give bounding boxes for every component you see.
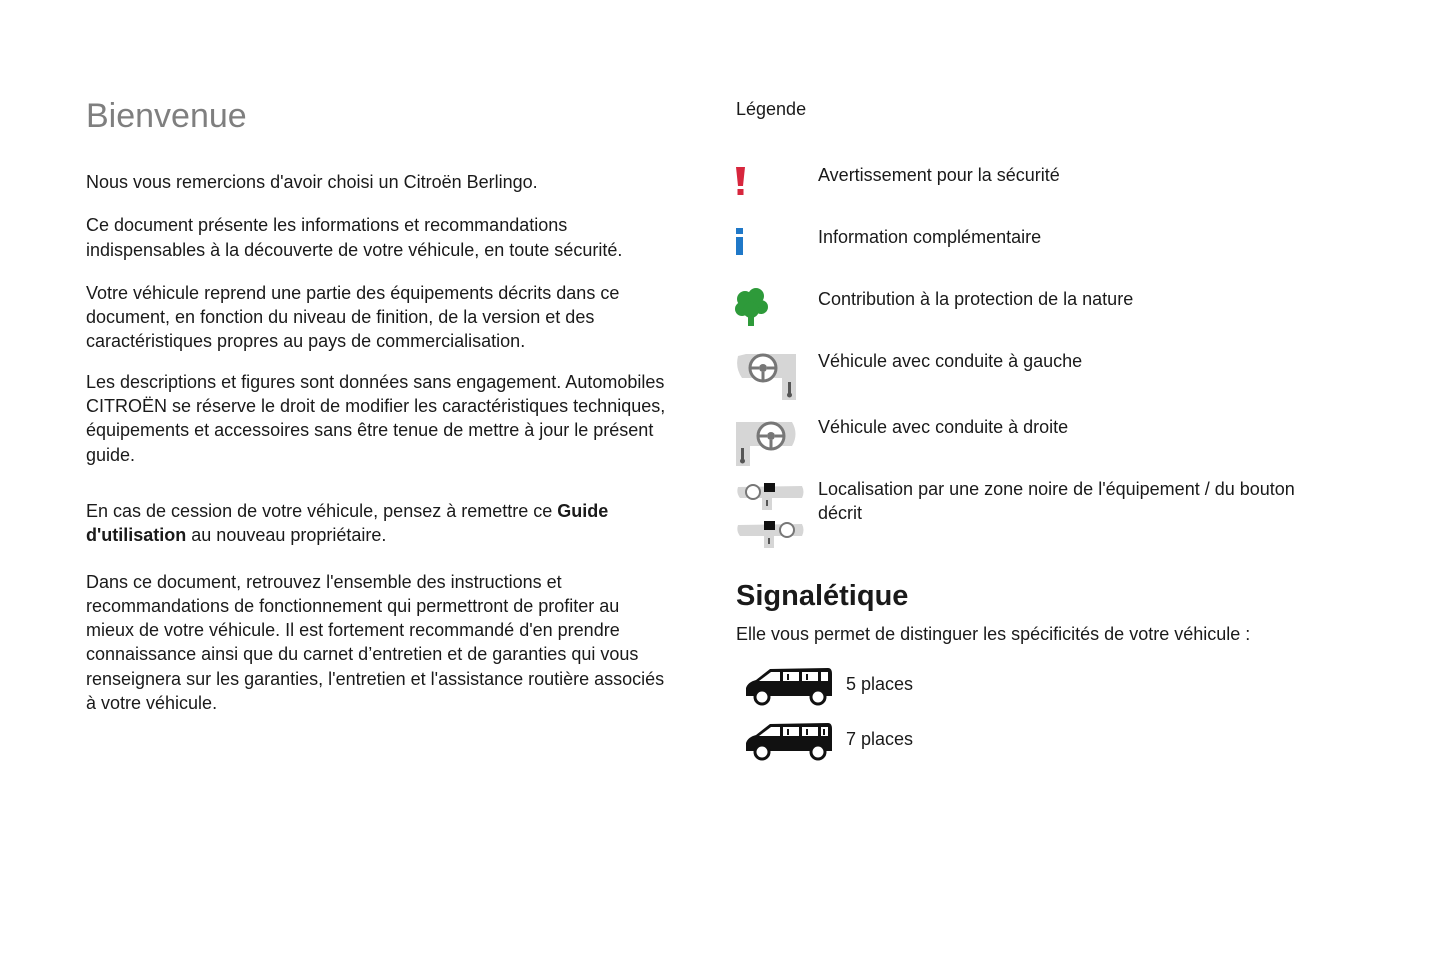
equipment-paragraph: Votre véhicule reprend une partie des équipements décrits dans ce document, en fonction du niveau de finition, de la version et des caractéristiques propres au pays de commercialisation. [86, 282, 620, 352]
legend-item-right-hand-drive: Véhicule avec conduite à droite [818, 417, 1069, 437]
location-zone-icon [734, 480, 806, 550]
left-hand-drive-icon [734, 350, 800, 402]
legend-item-nature: Contribution à la protection de la nature [818, 289, 1134, 309]
purpose-paragraph: Ce document présente les informations et recommandations indispensables à la découverte de votre véhicule, en toute sécurité. [86, 215, 623, 260]
guide-emphasis: Guide d'utilisation [86, 500, 609, 546]
intro-paragraph: Nous vous remercions d'avoir choisi un Citroën Berlingo. [86, 172, 538, 192]
five-seats-label: 5 places [846, 674, 914, 694]
legend-title: Légende [736, 99, 807, 119]
legend-item-location: Localisation par une zone noire de l'équipement / du bouton décrit [818, 479, 1295, 524]
info-icon [734, 228, 748, 256]
right-hand-drive-icon [734, 418, 800, 468]
legend-item-warning: Avertissement pour la sécurité [818, 165, 1060, 185]
warning-icon [734, 166, 748, 196]
legend-item-left-hand-drive: Véhicule avec conduite à gauche [818, 351, 1083, 371]
seven-seats-label: 7 places [846, 729, 914, 749]
welcome-section [86, 96, 666, 715]
car-5-seats-icon [744, 666, 834, 706]
disclaimer-paragraph: Les descriptions et figures sont données sans engagement. Automobiles CITROËN se réserve le droit de modifier les caractéristiques techniques, équipements et accessoires sans être tenue de mettre à jour le présent guide. [86, 371, 666, 465]
car-7-seats-icon [744, 721, 834, 761]
page-title: Bienvenue [86, 97, 247, 135]
signaletique-subtitle: Elle vous permet de distinguer les spécificités de votre véhicule : [736, 624, 1251, 644]
instructions-paragraph: Dans ce document, retrouvez l'ensemble des instructions et recommandations de fonctionnement qui permettront de profiter au mieux de votre véhicule. Il est fortement recommandé d'en prendre connaissance ainsi que du carnet d’entretien et de garanties qui vous renseignera sur les garanties, l'entretien et l'assistance routière associés à votre véhicule. [86, 571, 665, 714]
legend-item-info: Information complémentaire [818, 227, 1042, 247]
signaletique-title: Signalétique [736, 580, 909, 612]
tree-icon [734, 288, 770, 328]
transfer-paragraph: En cas de cession de votre véhicule, pensez à remettre ce Guide d'utilisation au nouveau propriétaire. [86, 500, 609, 546]
